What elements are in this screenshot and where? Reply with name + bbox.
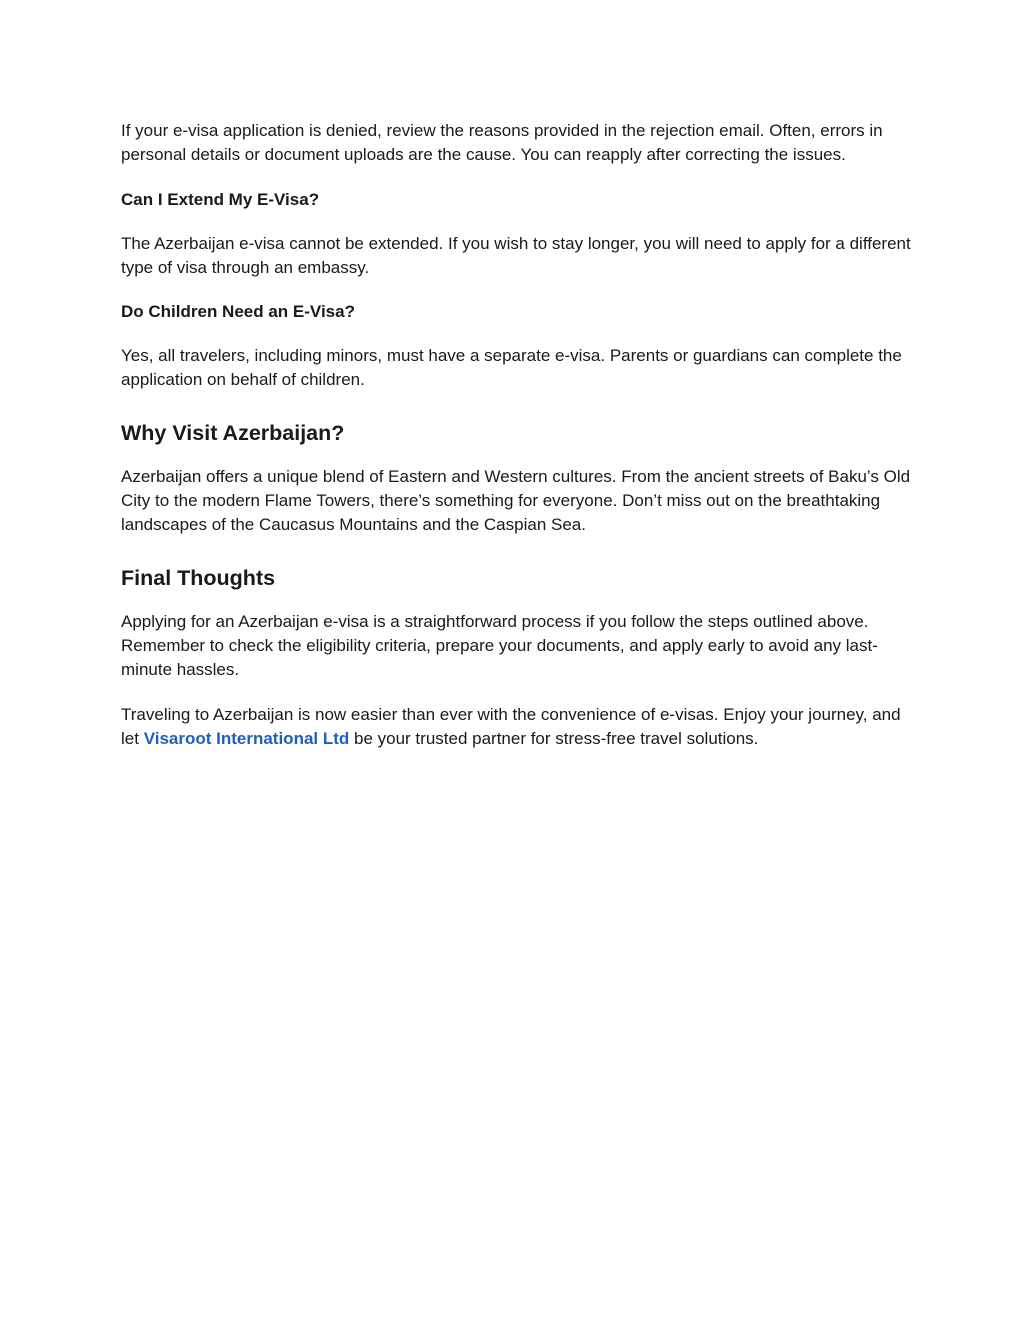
paragraph-denied: If your e-visa application is denied, review the reasons provided in the rejection email. Often, errors in personal details or document uploads are the cause. You can reapply after correcting the issues. [121,121,883,165]
paragraph-extend-answer: The Azerbaijan e-visa cannot be extended. If you wish to stay longer, you will need to apply for a different type of visa through an embassy. [121,233,911,277]
heading-why-visit: Why Visit Azerbaijan? [121,420,345,445]
document-page [121,119,911,751]
paragraph-final-2-before: Traveling to Azerbaijan is now easier than ever with the convenience of e-visas. Enjoy your journey, and let [121,704,901,748]
heading-children-evisa: Do Children Need an E-Visa? [121,302,355,322]
paragraph-children-answer: Yes, all travelers, including minors, must have a separate e-visa. Parents or guardians can complete the application on behalf of children. [121,346,902,390]
paragraph-final-1: Applying for an Azerbaijan e-visa is a straightforward process if you follow the steps outlined above. Remember to check the eligibility criteria, prepare your documents, and apply early to avoid any last-minute hassles. [121,611,878,680]
paragraph-final-2-after: be your trusted partner for stress-free travel solutions. [349,728,759,748]
paragraph-why-visit: Azerbaijan offers a unique blend of Eastern and Western cultures. From the ancient streets of Baku’s Old City to the modern Flame Towers, there’s something for everyone. Don’t miss out on the breathtaking landscapes of the Caucasus Mountains and the Caspian Sea. [121,466,911,535]
heading-final-thoughts: Final Thoughts [121,565,276,590]
visaroot-link[interactable]: Visaroot International Ltd [143,728,350,748]
paragraph-final-2 [121,703,911,752]
heading-extend-evisa: Can I Extend My E-Visa? [121,189,320,209]
